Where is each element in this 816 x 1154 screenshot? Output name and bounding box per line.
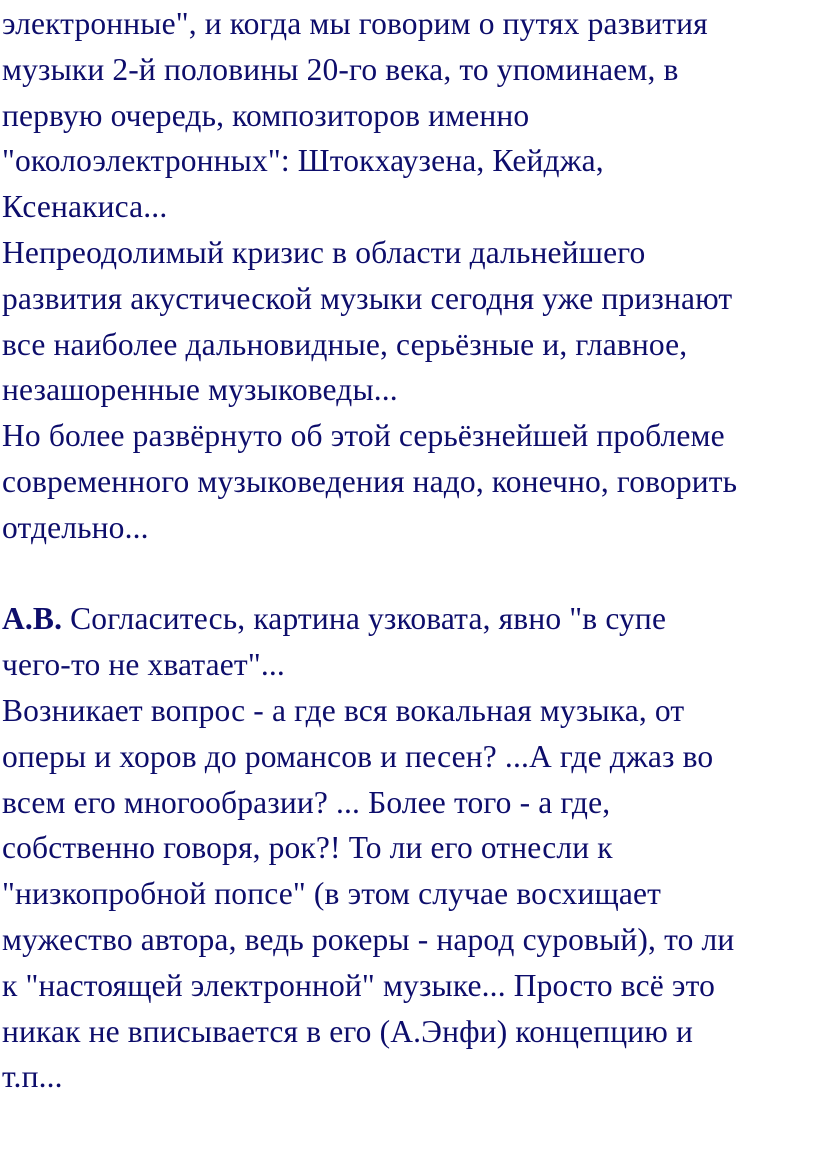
paragraph-separate bbox=[2, 413, 814, 550]
paragraph-crisis bbox=[2, 230, 814, 413]
text-line: к "настоящей электронной" музыке... Просто всё это bbox=[2, 967, 715, 1003]
text-line: современного музыковедения надо, конечно, говорить bbox=[2, 463, 738, 499]
text-line: все наиболее дальновидные, серьёзные и, главное, bbox=[2, 326, 688, 362]
text-line: Непреодолимый кризис в области дальнейшего bbox=[2, 234, 646, 270]
text-line: "околоэлектронных": Штокхаузена, Кейджа, bbox=[2, 143, 604, 179]
speaker-initials: А.В. bbox=[2, 601, 63, 637]
text-line: мужество автора, ведь рокеры - народ суровый), то ли bbox=[2, 921, 735, 957]
text-line: чего-то не хватает"... bbox=[2, 647, 285, 683]
text-line: Ксенакиса... bbox=[2, 189, 168, 225]
text-line: развития акустической музыки сегодня уже признают bbox=[2, 280, 733, 316]
text-line: "низкопробной попсе" (в этом случае восхищает bbox=[2, 876, 662, 912]
text-line: Но более развёрнуто об этой серьёзнейшей проблеме bbox=[2, 418, 725, 454]
text-line: отдельно... bbox=[2, 509, 149, 545]
text-line: первую очередь, композиторов именно bbox=[2, 97, 530, 133]
text-line: Возникает вопрос - а где вся вокальная музыка, от bbox=[2, 692, 685, 728]
text-line: т.п... bbox=[2, 1059, 63, 1095]
paragraph-composers bbox=[2, 1, 814, 230]
document-text bbox=[2, 1, 814, 1100]
text-run: Согласитесь, картина узковата, явно "в супе bbox=[62, 601, 667, 637]
text-line: оперы и хоров до романсов и песен? ...А где джаз во bbox=[2, 738, 714, 774]
text-line: собственно говоря, рок?! То ли его отнесли к bbox=[2, 830, 613, 866]
text-line bbox=[2, 596, 814, 642]
text-line: всем его многообразии? ... Более того - а где, bbox=[2, 784, 611, 820]
blank-line bbox=[2, 551, 814, 597]
paragraph-question bbox=[2, 688, 814, 1100]
paragraph-av-reply bbox=[2, 596, 814, 688]
text-line: незашоренные музыковеды... bbox=[2, 372, 398, 408]
text-line: никак не вписывается в его (А.Энфи) концепцию и bbox=[2, 1013, 693, 1049]
text-line: электронные", и когда мы говорим о путях развития bbox=[2, 6, 708, 41]
text-line: музыки 2-й половины 20-го века, то упоминаем, в bbox=[2, 51, 679, 87]
